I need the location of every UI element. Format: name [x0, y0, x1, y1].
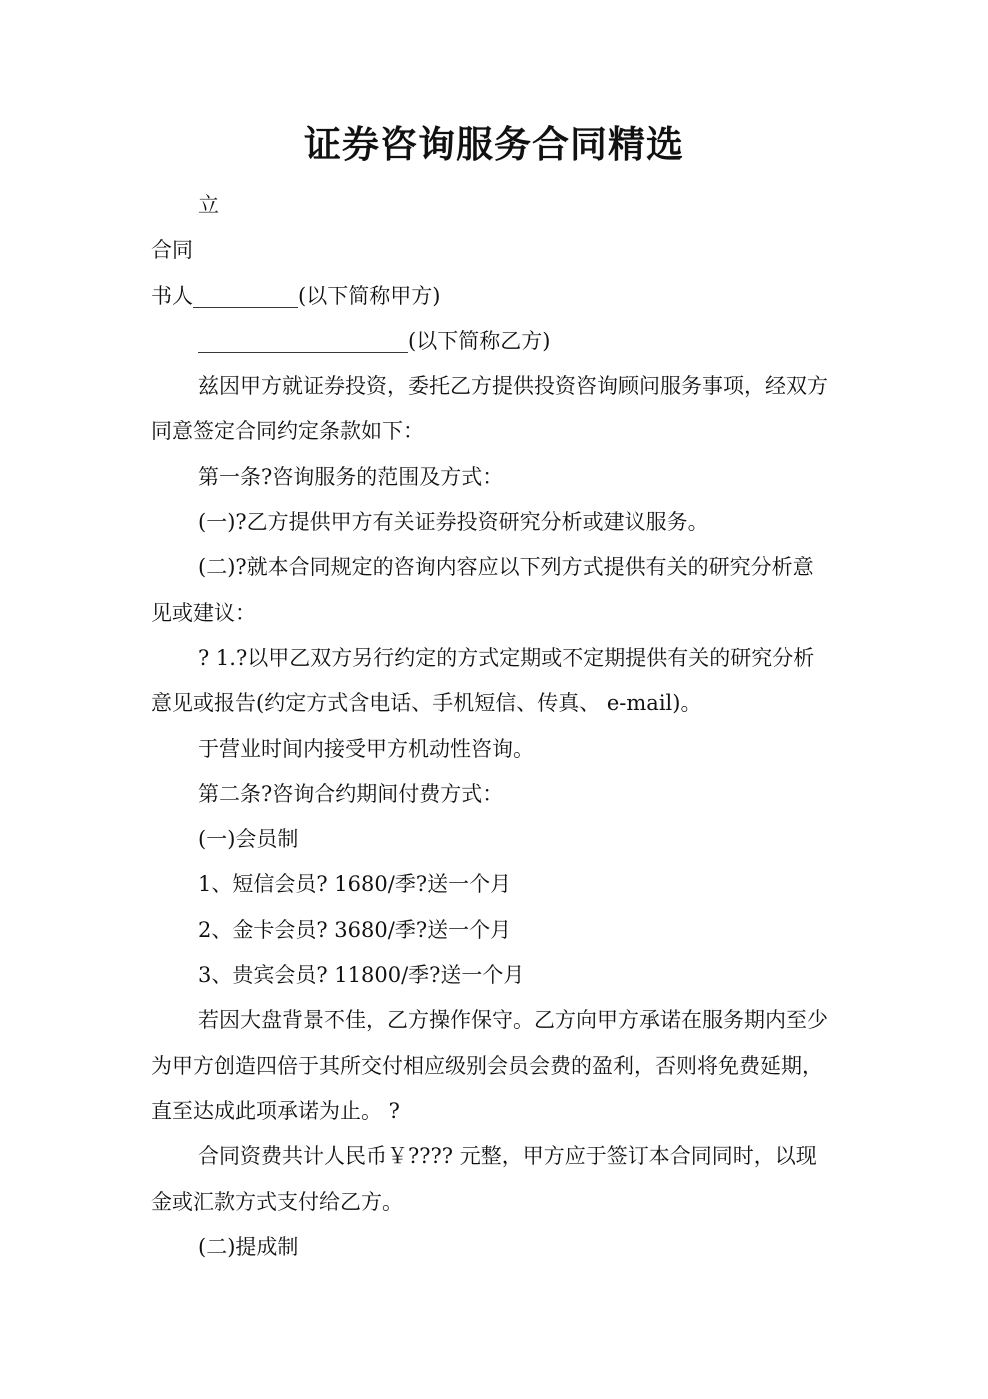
paragraph: 书人__________(以下简称甲方) [151, 283, 441, 308]
paragraph: ? 1.?以甲乙双方另行约定的方式定期或不定期提供有关的研究分析意见或报告(约定方式含电话、手机短信、传真、 e-mail)。 [151, 645, 815, 716]
paragraph: 1、短信会员? 1680/季?送一个月 [198, 872, 512, 897]
document-body [151, 183, 831, 1270]
paragraph: (一)会员制 [198, 827, 299, 852]
paragraph: (一)?乙方提供甲方有关证券投资研究分析或建议服务。 [198, 510, 709, 535]
paragraph: 若因大盘背景不佳，乙方操作保守。乙方向甲方承诺在服务期内至少为甲方创造四倍于其所交付相应级别会员会费的盈利，否则将免费延期，直至达成此项承诺为止。 ? [151, 1008, 828, 1123]
paragraph: (二)?就本合同规定的咨询内容应以下列方式提供有关的研究分析意见或建议： [151, 555, 814, 625]
paragraph: 第一条?咨询服务的范围及方式： [198, 464, 504, 489]
paragraph: 第二条?咨询合约期间付费方式： [198, 781, 504, 806]
paragraph: 合同 [151, 238, 193, 263]
paragraph: 合同资费共计人民币￥???? 元整，甲方应于签订本合同同时，以现金或汇款方式支付给乙方。 [151, 1144, 817, 1214]
paragraph: 于营业时间内接受甲方机动性咨询。 [198, 736, 534, 761]
paragraph: ____________________(以下简称乙方) [198, 328, 551, 353]
paragraph: (二)提成制 [198, 1234, 299, 1259]
paragraph: 立 [198, 193, 219, 217]
paragraph: 兹因甲方就证券投资，委托乙方提供投资咨询顾问服务事项，经双方同意签定合同约定条款如下： [151, 374, 828, 444]
document-title: 证券咨询服务合同精选 [304, 122, 684, 166]
paragraph: 3、贵宾会员? 11800/季?送一个月 [198, 963, 525, 988]
paragraph: 2、金卡会员? 3680/季?送一个月 [198, 917, 512, 942]
